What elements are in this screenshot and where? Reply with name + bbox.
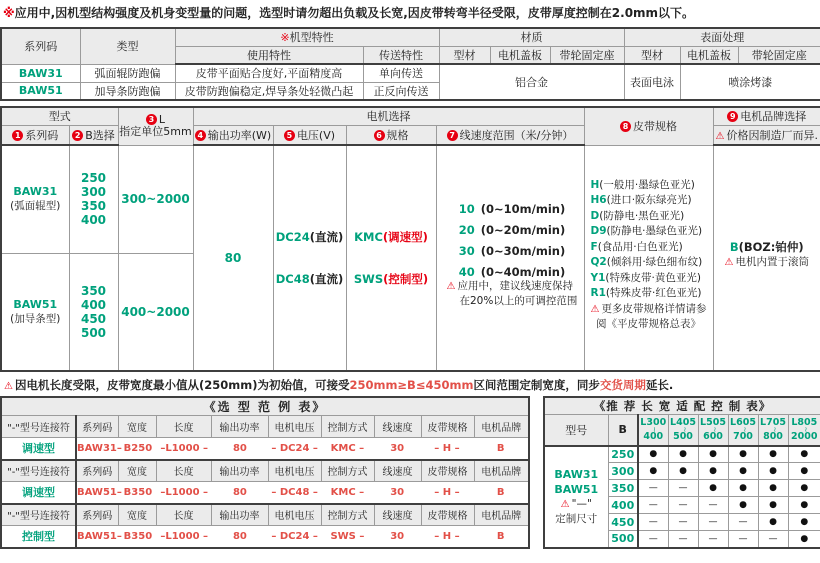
voltage-desc: (直流)	[309, 272, 344, 286]
series-subtype: (弧面辊型)	[10, 200, 61, 213]
length-col-bottom: 600	[703, 431, 723, 443]
example-header: 皮带规格	[421, 416, 474, 438]
voltage-cell	[273, 145, 346, 371]
belt-desc: (食品用·白色亚光)	[597, 240, 683, 253]
example-header: 控制方式	[321, 416, 374, 438]
example-header-connector: "-"型号连接符	[1, 460, 76, 482]
adapt-header-length	[638, 415, 668, 446]
spec-surface-coat-value: 喷涂烤漆	[680, 64, 820, 100]
model-header-length	[118, 107, 193, 145]
circled-8-icon: 8	[620, 121, 631, 132]
speed-option	[437, 223, 584, 237]
b-value: 400	[80, 213, 107, 228]
circled-5-icon: 5	[284, 130, 295, 141]
example-row-values	[76, 482, 529, 504]
adapt-b-value: 350	[608, 480, 638, 497]
width-note-part2: 区间范围定制宽度，同步	[473, 378, 600, 392]
model-header-series	[1, 125, 69, 145]
spec-desc: (控制型)	[383, 272, 429, 286]
adapt-b-value: 500	[608, 531, 638, 548]
power-label: 输出功率(W)	[207, 128, 272, 142]
spec-header-motor-cover-2: 电机盖板	[680, 46, 738, 64]
example-value: – DC24 –	[271, 530, 318, 542]
example-value: – H –	[434, 530, 460, 542]
example-row-type: 控制型	[1, 526, 76, 548]
width-note-range: 250mm≥B≤450mm	[349, 378, 474, 392]
adapt-cell: ●	[728, 463, 758, 480]
belt-note-line2: 阅《平皮带规格总表》	[596, 317, 701, 330]
length-label: L	[158, 113, 166, 127]
adapt-b-value: 400	[608, 497, 638, 514]
example-value: 30	[390, 442, 405, 454]
adapt-cell: ●	[728, 480, 758, 497]
adapt-cell: ●	[758, 497, 788, 514]
example-value: B	[496, 530, 505, 542]
spec-option	[347, 229, 436, 245]
spec-header-motor-cover: 电机盖板	[490, 46, 550, 64]
belt-label: 皮带规格	[633, 120, 677, 134]
spec-label: 规格	[386, 128, 409, 142]
example-value: –L1000 –	[160, 530, 209, 542]
range-tilde-icon: ~	[679, 426, 688, 433]
spec-header-type: 类型	[80, 28, 175, 64]
spec-header-transfer: 传送特性	[363, 46, 439, 64]
speed-range: (0~30m/min)	[480, 243, 566, 258]
spec-row-type: 加导条防跑偏	[80, 82, 175, 100]
adapt-cell: ●	[788, 497, 820, 514]
belt-note-line1: 更多皮带规格详情请参	[601, 302, 707, 315]
example-value: – DC48 –	[271, 486, 318, 498]
length-col-bottom: 400	[643, 431, 664, 443]
b-value: 250	[80, 171, 107, 186]
example-header: 线速度	[374, 460, 421, 482]
adapt-b-value: 450	[608, 514, 638, 531]
example-header: 电机品牌	[474, 416, 529, 438]
example-value: B	[496, 486, 505, 498]
reference-mark-icon: ※	[280, 31, 290, 45]
spec-row-transfer: 单向传送	[363, 64, 439, 82]
brand-cell	[713, 145, 820, 371]
b-value: 350	[80, 283, 107, 298]
length-width-adapt-table	[543, 396, 820, 549]
b-value: 450	[80, 311, 107, 326]
adapt-header-b: B	[608, 415, 638, 446]
adapt-cell: ●	[728, 497, 758, 514]
width-note-delivery: 交货周期	[599, 378, 646, 392]
model-header-power	[193, 125, 273, 145]
spec-option	[347, 271, 436, 287]
adapt-cell: —	[638, 514, 668, 531]
example-value: – DC24 –	[271, 442, 318, 454]
adapt-cell: ●	[758, 463, 788, 480]
model-header-brand-note	[713, 125, 820, 145]
example-value: KMC –	[330, 442, 365, 454]
spec-row-use: 皮带平面贴合度好,平面精度高	[175, 64, 363, 82]
speed-value: 20	[458, 222, 475, 237]
length-unit-label: 指定单位5mm	[119, 125, 192, 139]
adapt-cell: —	[638, 480, 668, 497]
adapt-header-model: 型号	[544, 415, 608, 446]
brand-note	[714, 255, 820, 277]
adapt-header-length	[728, 415, 758, 446]
belt-option	[591, 255, 713, 271]
brand-label: 电机品牌选择	[740, 110, 807, 124]
custom-dash: "—"	[571, 497, 592, 510]
adapt-cell: —	[668, 514, 698, 531]
adapt-cell: —	[698, 531, 728, 548]
belt-code: F	[590, 240, 598, 253]
example-header: 输出功率	[211, 504, 268, 526]
l-range-baw31: 300~2000	[118, 145, 193, 253]
adapt-model: BAW51	[554, 482, 599, 496]
example-header-connector: "-"型号连接符	[1, 416, 76, 438]
b-value: 300	[80, 185, 107, 200]
adapt-cell: ●	[758, 446, 788, 463]
adapt-cell: —	[728, 514, 758, 531]
example-header: 宽度	[118, 504, 156, 526]
adapt-cell: —	[638, 531, 668, 548]
length-col-bottom: 800	[763, 431, 783, 443]
example-header: 线速度	[374, 504, 421, 526]
spec-header-profile: 型材	[439, 46, 490, 64]
adapt-cell: —	[668, 531, 698, 548]
belt-option	[591, 209, 713, 225]
belt-code: Y1	[590, 271, 606, 284]
spec-header-series: 系列码	[1, 28, 80, 64]
adapt-cell: —	[698, 514, 728, 531]
model-header-speed	[436, 125, 584, 145]
speed-range: (0~40m/min)	[480, 264, 566, 279]
spec-surface-profile-value: 表面电泳	[624, 64, 680, 100]
example-value: KMC –	[330, 486, 365, 498]
adapt-model-cell	[544, 446, 608, 548]
top-note	[3, 4, 694, 21]
circled-6-icon: 6	[374, 130, 385, 141]
model-header-b-select	[69, 125, 118, 145]
belt-code: H	[590, 178, 600, 191]
example-value: 30	[390, 486, 405, 498]
b-value: 500	[80, 325, 107, 340]
belt-desc: (倾斜用·绿色细布纹)	[606, 256, 703, 269]
series-subtype: (加导条型)	[10, 312, 61, 325]
belt-code: R1	[590, 287, 606, 300]
example-header: 系列码	[76, 504, 118, 526]
speed-label: 线速度范围（米/分钟）	[459, 128, 574, 142]
belt-cell	[584, 145, 713, 371]
feature-group-label: 机型特性	[289, 31, 334, 45]
voltage-option	[274, 229, 346, 245]
example-value: B	[496, 442, 505, 454]
voltage-code: DC48	[275, 272, 310, 286]
spec-header-feature-group	[175, 28, 439, 46]
example-row-values	[76, 526, 529, 548]
belt-desc: (进口·阪东绿亮光)	[606, 194, 692, 207]
example-value: –L1000 –	[160, 486, 209, 498]
length-col-bottom: 2000	[791, 431, 818, 443]
adapt-cell: —	[638, 497, 668, 514]
length-col-top: L705	[760, 417, 786, 429]
circled-7-icon: 7	[447, 130, 458, 141]
length-col-top: L805	[791, 417, 818, 429]
adapt-cell: —	[668, 497, 698, 514]
example-header: 皮带规格	[421, 504, 474, 526]
b-select-label: B选择	[85, 128, 115, 142]
belt-option	[591, 224, 713, 240]
brand-desc: (BOZ:铂仲)	[738, 240, 804, 254]
warning-icon: ⚠	[724, 257, 734, 268]
spec-material-value: 铝合金	[439, 64, 624, 100]
spec-table	[0, 27, 820, 101]
length-col-top: L300	[640, 417, 667, 429]
adapt-b-value: 300	[608, 463, 638, 480]
circled-1-icon: 1	[12, 130, 23, 141]
series-label: 系列码	[25, 128, 59, 142]
range-tilde-icon: ~	[800, 426, 809, 433]
adapt-cell: ●	[728, 446, 758, 463]
brand-note-label: 价格因制造厂而异.	[726, 128, 818, 142]
adapt-cell: ●	[638, 446, 668, 463]
range-tilde-icon: ~	[709, 426, 718, 433]
warning-icon: ⚠	[446, 280, 456, 292]
belt-note	[585, 302, 713, 338]
circled-3-icon: 3	[146, 114, 157, 125]
speed-range: (0~20m/min)	[480, 222, 566, 237]
example-value: BAW51–	[77, 530, 122, 542]
example-row-type: 调速型	[1, 482, 76, 504]
series-cell-baw31	[1, 145, 69, 253]
spec-row-series: BAW31	[1, 64, 80, 82]
warning-icon: ⚠	[590, 303, 600, 315]
spec-header-surface-group: 表面处理	[624, 28, 820, 46]
speed-option	[437, 202, 584, 216]
adapt-cell: ●	[638, 463, 668, 480]
belt-code: Q2	[590, 256, 607, 269]
example-table-title: 《选 型 范 例 表》	[1, 397, 529, 416]
speed-cell	[436, 145, 584, 371]
example-value: 80	[232, 530, 247, 542]
adapt-cell: ●	[698, 480, 728, 497]
model-header-voltage	[273, 125, 346, 145]
belt-option	[591, 286, 713, 302]
example-row-values	[76, 438, 529, 460]
example-header: 电机电压	[268, 504, 321, 526]
speed-option	[437, 244, 584, 258]
model-header-brand	[713, 107, 820, 125]
belt-code: D	[590, 209, 600, 222]
range-tilde-icon: ~	[649, 426, 658, 433]
selection-example-table	[0, 396, 530, 549]
example-header: 宽度	[118, 460, 156, 482]
example-value: B350	[123, 486, 153, 498]
speed-value: 10	[458, 201, 475, 216]
example-header: 长度	[156, 460, 211, 482]
width-note-part1: 因电机长度受限，皮带宽度最小值从(250mm)为初始值，可接受	[14, 378, 350, 392]
circled-4-icon: 4	[195, 130, 206, 141]
spec-code: SWS	[353, 272, 384, 286]
adapt-cell: ●	[758, 480, 788, 497]
belt-desc: (特殊皮带·黄色亚光)	[605, 271, 701, 284]
model-header-spec	[346, 125, 436, 145]
b-value: 400	[80, 297, 107, 312]
example-value: B350	[123, 530, 153, 542]
belt-option	[591, 271, 713, 287]
model-header-motor-group: 电机选择	[193, 107, 584, 125]
example-header: 皮带规格	[421, 460, 474, 482]
adapt-custom-dash-note	[545, 497, 608, 512]
example-header: 电机电压	[268, 416, 321, 438]
example-header: 长度	[156, 504, 211, 526]
spec-desc: (调速型)	[382, 230, 428, 244]
example-value: BAW51–	[77, 486, 122, 498]
spec-row-use: 皮带防跑偏稳定,焊导条处轻微凸起	[175, 82, 363, 100]
belt-code: H6	[590, 194, 607, 207]
spec-row-series: BAW51	[1, 82, 80, 100]
spec-code: KMC	[354, 230, 383, 244]
example-row-type: 调速型	[1, 438, 76, 460]
speed-note	[437, 279, 584, 315]
spec-header-profile-2: 型材	[624, 46, 680, 64]
adapt-header-length	[758, 415, 788, 446]
warning-icon: ⚠	[4, 381, 13, 392]
adapt-model: BAW31	[554, 467, 599, 481]
example-header: 电机品牌	[474, 460, 529, 482]
example-header: 系列码	[76, 460, 118, 482]
adapt-cell: ●	[698, 446, 728, 463]
width-note-part3: 延长.	[645, 378, 674, 392]
example-value: BAW31–	[77, 442, 122, 454]
range-tilde-icon: ~	[769, 426, 778, 433]
series-cell-baw51	[1, 253, 69, 371]
spec-header-pulley-seat: 带轮固定座	[550, 46, 624, 64]
example-header: 电机电压	[268, 460, 321, 482]
spec-header-pulley-seat-2: 带轮固定座	[738, 46, 820, 64]
b-value: 350	[80, 199, 107, 214]
adapt-cell: ●	[788, 446, 820, 463]
spec-header-use: 使用特性	[175, 46, 363, 64]
example-header: 系列码	[76, 416, 118, 438]
example-header: 电机品牌	[474, 504, 529, 526]
model-header-belt	[584, 107, 713, 145]
adapt-header-length	[788, 415, 820, 446]
length-col-bottom: 500	[673, 431, 693, 443]
adapt-cell: ●	[758, 514, 788, 531]
adapt-cell: ●	[788, 463, 820, 480]
model-header-type-group: 型式	[1, 107, 118, 125]
example-header: 长度	[156, 416, 211, 438]
length-col-bottom: 700	[733, 431, 753, 443]
example-header-connector: "-"型号连接符	[1, 504, 76, 526]
model-selection-table	[0, 106, 820, 372]
spec-row-type: 弧面辊防跑偏	[80, 64, 175, 82]
length-col-top: L505	[700, 417, 726, 429]
brand-value	[714, 239, 820, 255]
b-values-baw31	[69, 145, 118, 253]
circled-2-icon: 2	[72, 130, 83, 141]
adapt-cell: —	[698, 497, 728, 514]
speed-option	[437, 265, 584, 279]
adapt-cell: ●	[668, 463, 698, 480]
range-tilde-icon: ~	[739, 426, 748, 433]
voltage-code: DC24	[275, 230, 310, 244]
example-value: SWS –	[330, 530, 365, 542]
width-note	[4, 377, 673, 393]
l-range-baw51: 400~2000	[118, 253, 193, 371]
example-value: –L1000 –	[160, 442, 209, 454]
speed-value: 30	[458, 243, 475, 258]
top-note-text: 应用中,因机型结构强度及机身变型量的问题，选型时请勿超出负载及长宽,因皮带转弯半径受限，皮带厚度控制在2.0mm以下。	[14, 6, 695, 20]
power-value-cell: 80	[193, 145, 273, 371]
example-header: 控制方式	[321, 504, 374, 526]
circled-9-icon: 9	[727, 111, 738, 122]
speed-value: 40	[458, 264, 475, 279]
speed-note-line1: 应用中，建议线速度保持	[457, 279, 573, 292]
warning-icon: ⚠	[715, 130, 725, 142]
brand-note-text: 电机内置于滚筒	[735, 256, 809, 268]
adapt-cell: ●	[788, 480, 820, 497]
reference-mark-icon: ※	[3, 6, 15, 20]
belt-option	[591, 193, 713, 209]
adapt-cell: ●	[698, 463, 728, 480]
adapt-cell: ●	[668, 446, 698, 463]
warning-icon: ⚠	[560, 498, 570, 510]
spec-cell	[346, 145, 436, 371]
adapt-cell: ●	[788, 531, 820, 548]
voltage-option	[274, 271, 346, 287]
belt-code: D9	[590, 225, 607, 238]
voltage-label: 电压(V)	[296, 128, 336, 142]
example-header: 输出功率	[211, 416, 268, 438]
adapt-cell: —	[758, 531, 788, 548]
adapt-cell: ●	[788, 514, 820, 531]
example-header: 宽度	[118, 416, 156, 438]
voltage-desc: (直流)	[309, 230, 344, 244]
spec-header-material-group: 材质	[439, 28, 624, 46]
belt-desc: (防静电·墨绿色亚光)	[606, 225, 703, 238]
length-col-top: L405	[670, 417, 696, 429]
speed-note-line2: 在20%以上的可调控范围	[459, 294, 578, 307]
example-value: 80	[232, 486, 247, 498]
adapt-b-value: 250	[608, 446, 638, 463]
example-value: – H –	[434, 442, 460, 454]
adapt-custom-label: 定制尺寸	[555, 512, 598, 525]
belt-desc: (一般用·墨绿色亚光)	[599, 178, 695, 191]
adapt-header-length	[668, 415, 698, 446]
belt-option	[591, 178, 713, 194]
b-values-baw51	[69, 253, 118, 371]
belt-option	[591, 240, 713, 256]
series-code: BAW51	[13, 297, 58, 311]
speed-range: (0~10m/min)	[480, 201, 566, 216]
length-col-top: L605	[730, 417, 756, 429]
example-value: 30	[390, 530, 405, 542]
example-header: 输出功率	[211, 460, 268, 482]
example-value: B250	[123, 442, 153, 454]
example-value: 80	[232, 442, 247, 454]
brand-code: B	[729, 240, 739, 254]
example-value: – H –	[434, 486, 460, 498]
example-header: 控制方式	[321, 460, 374, 482]
adapt-header-length	[698, 415, 728, 446]
example-header: 线速度	[374, 416, 421, 438]
spec-row-transfer: 正反向传送	[363, 82, 439, 100]
belt-desc: (防静电·黑色亚光)	[599, 209, 685, 222]
adapt-cell: —	[728, 531, 758, 548]
adapt-table-title: 《推 荐 长 宽 适 配 控 制 表》	[544, 397, 820, 415]
adapt-cell: —	[668, 480, 698, 497]
series-code: BAW31	[13, 185, 58, 199]
belt-desc: (特殊皮带·红色亚光)	[605, 287, 702, 300]
